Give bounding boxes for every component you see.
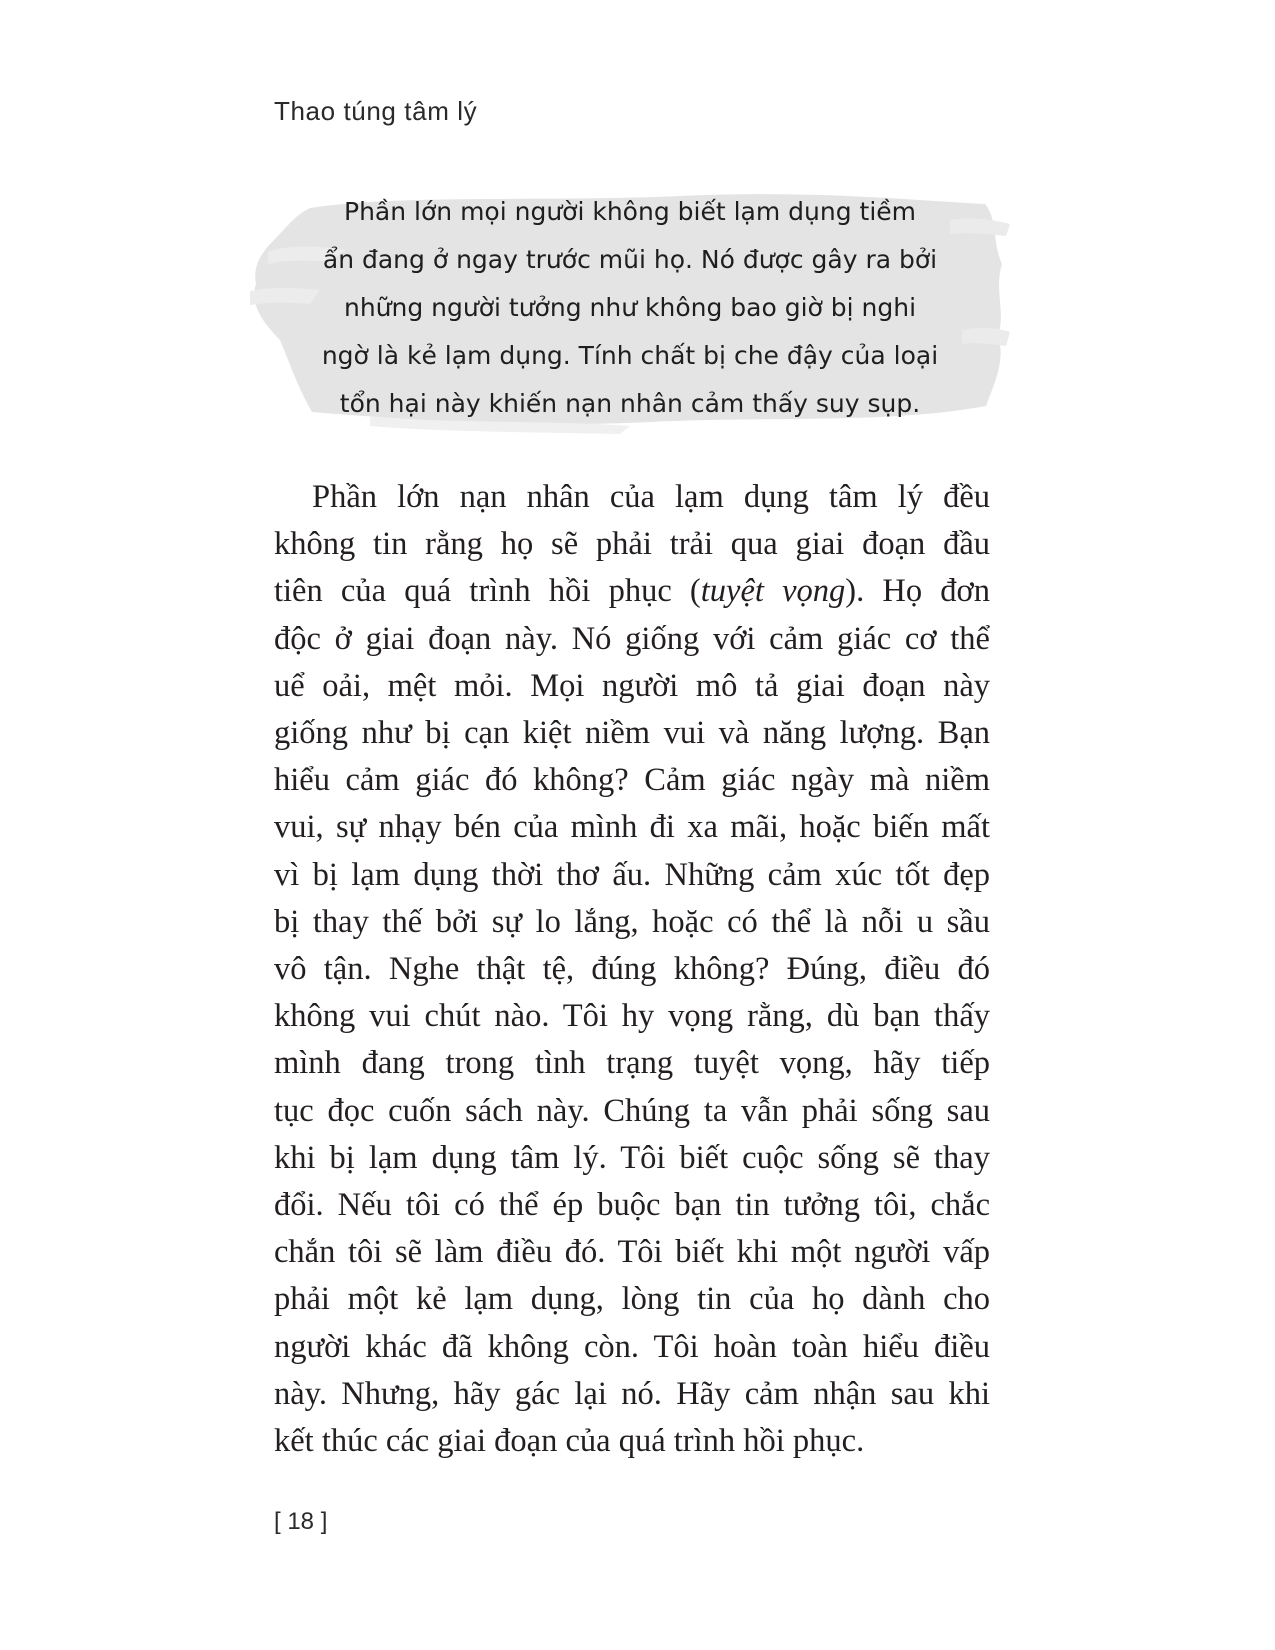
body-line: không tin rằng họ sẽ phải trải qua giai đoạn đầu	[274, 526, 990, 563]
body-text-run: tiên của quá trình hồi phục (	[274, 573, 701, 610]
body-line: này. Nhưng, hãy gác lại nó. Hãy cảm nhận sau khi	[274, 1375, 990, 1412]
body-line: hiểu cảm giác đó không? Cảm giác ngày mà niềm	[274, 762, 990, 799]
body-text-run: ). Họ đơn	[845, 573, 990, 610]
body-line: vô tận. Nghe thật tệ, đúng không? Đúng, điều đó	[274, 951, 990, 988]
body-paragraph	[274, 474, 990, 1465]
body-line: phải một kẻ lạm dụng, lòng tin của họ dành cho	[274, 1281, 990, 1318]
pull-quote-line: tổn hại này khiến nạn nhân cảm thấy suy sụp.	[339, 389, 921, 418]
body-line: không vui chút nào. Tôi hy vọng rằng, dù bạn thấy	[274, 998, 990, 1035]
body-line: vui, sự nhạy bén của mình đi xa mãi, hoặc biến mất	[274, 809, 990, 846]
body-line: vì bị lạm dụng thời thơ ấu. Những cảm xúc tốt đẹp	[274, 856, 990, 893]
body-line: người khác đã không còn. Tôi hoàn toàn hiểu điều	[274, 1328, 990, 1365]
page-number: [ 18 ]	[274, 1508, 328, 1535]
body-line: Phần lớn nạn nhân của lạm dụng tâm lý đều	[312, 479, 990, 515]
body-line: chắn tôi sẽ làm điều đó. Tôi biết khi một người vấp	[274, 1234, 990, 1271]
body-line: đổi. Nếu tôi có thể ép buộc bạn tin tưởng tôi, chắc	[274, 1187, 990, 1224]
pull-quote-line: Phần lớn mọi người không biết lạm dụng tiềm	[344, 197, 916, 226]
body-line	[274, 568, 990, 615]
pull-quote-line: ẩn đang ở ngay trước mũi họ. Nó được gây ra bởi	[322, 245, 938, 274]
body-line: khi bị lạm dụng tâm lý. Tôi biết cuộc sống sẽ thay	[274, 1139, 990, 1176]
emphasis-text: tuyệt vọng	[700, 573, 846, 610]
body-line: tục đọc cuốn sách này. Chúng ta vẫn phải sống sau	[274, 1092, 990, 1129]
running-header: Thao túng tâm lý	[274, 96, 478, 126]
body-line: bị thay thế bởi sự lo lắng, hoặc có thể là nỗi u sầu	[274, 903, 990, 940]
body-line: kết thúc các giai đoạn của quá trình hồi phục.	[274, 1423, 865, 1460]
body-line: mình đang trong tình trạng tuyệt vọng, hãy tiếp	[274, 1045, 990, 1082]
body-line: uể oải, mệt mỏi. Mọi người mô tả giai đoạn này	[274, 667, 990, 704]
body-line: giống như bị cạn kiệt niềm vui và năng lượng. Bạn	[274, 715, 990, 752]
body-line: độc ở giai đoạn này. Nó giống với cảm giác cơ thể	[274, 620, 990, 657]
pull-quote-text	[260, 188, 1000, 428]
pull-quote-line: ngờ là kẻ lạm dụng. Tính chất bị che đậy của loại	[321, 341, 939, 370]
pull-quote-line: những người tưởng như không bao giờ bị nghi	[343, 293, 917, 322]
pull-quote	[250, 180, 1010, 440]
